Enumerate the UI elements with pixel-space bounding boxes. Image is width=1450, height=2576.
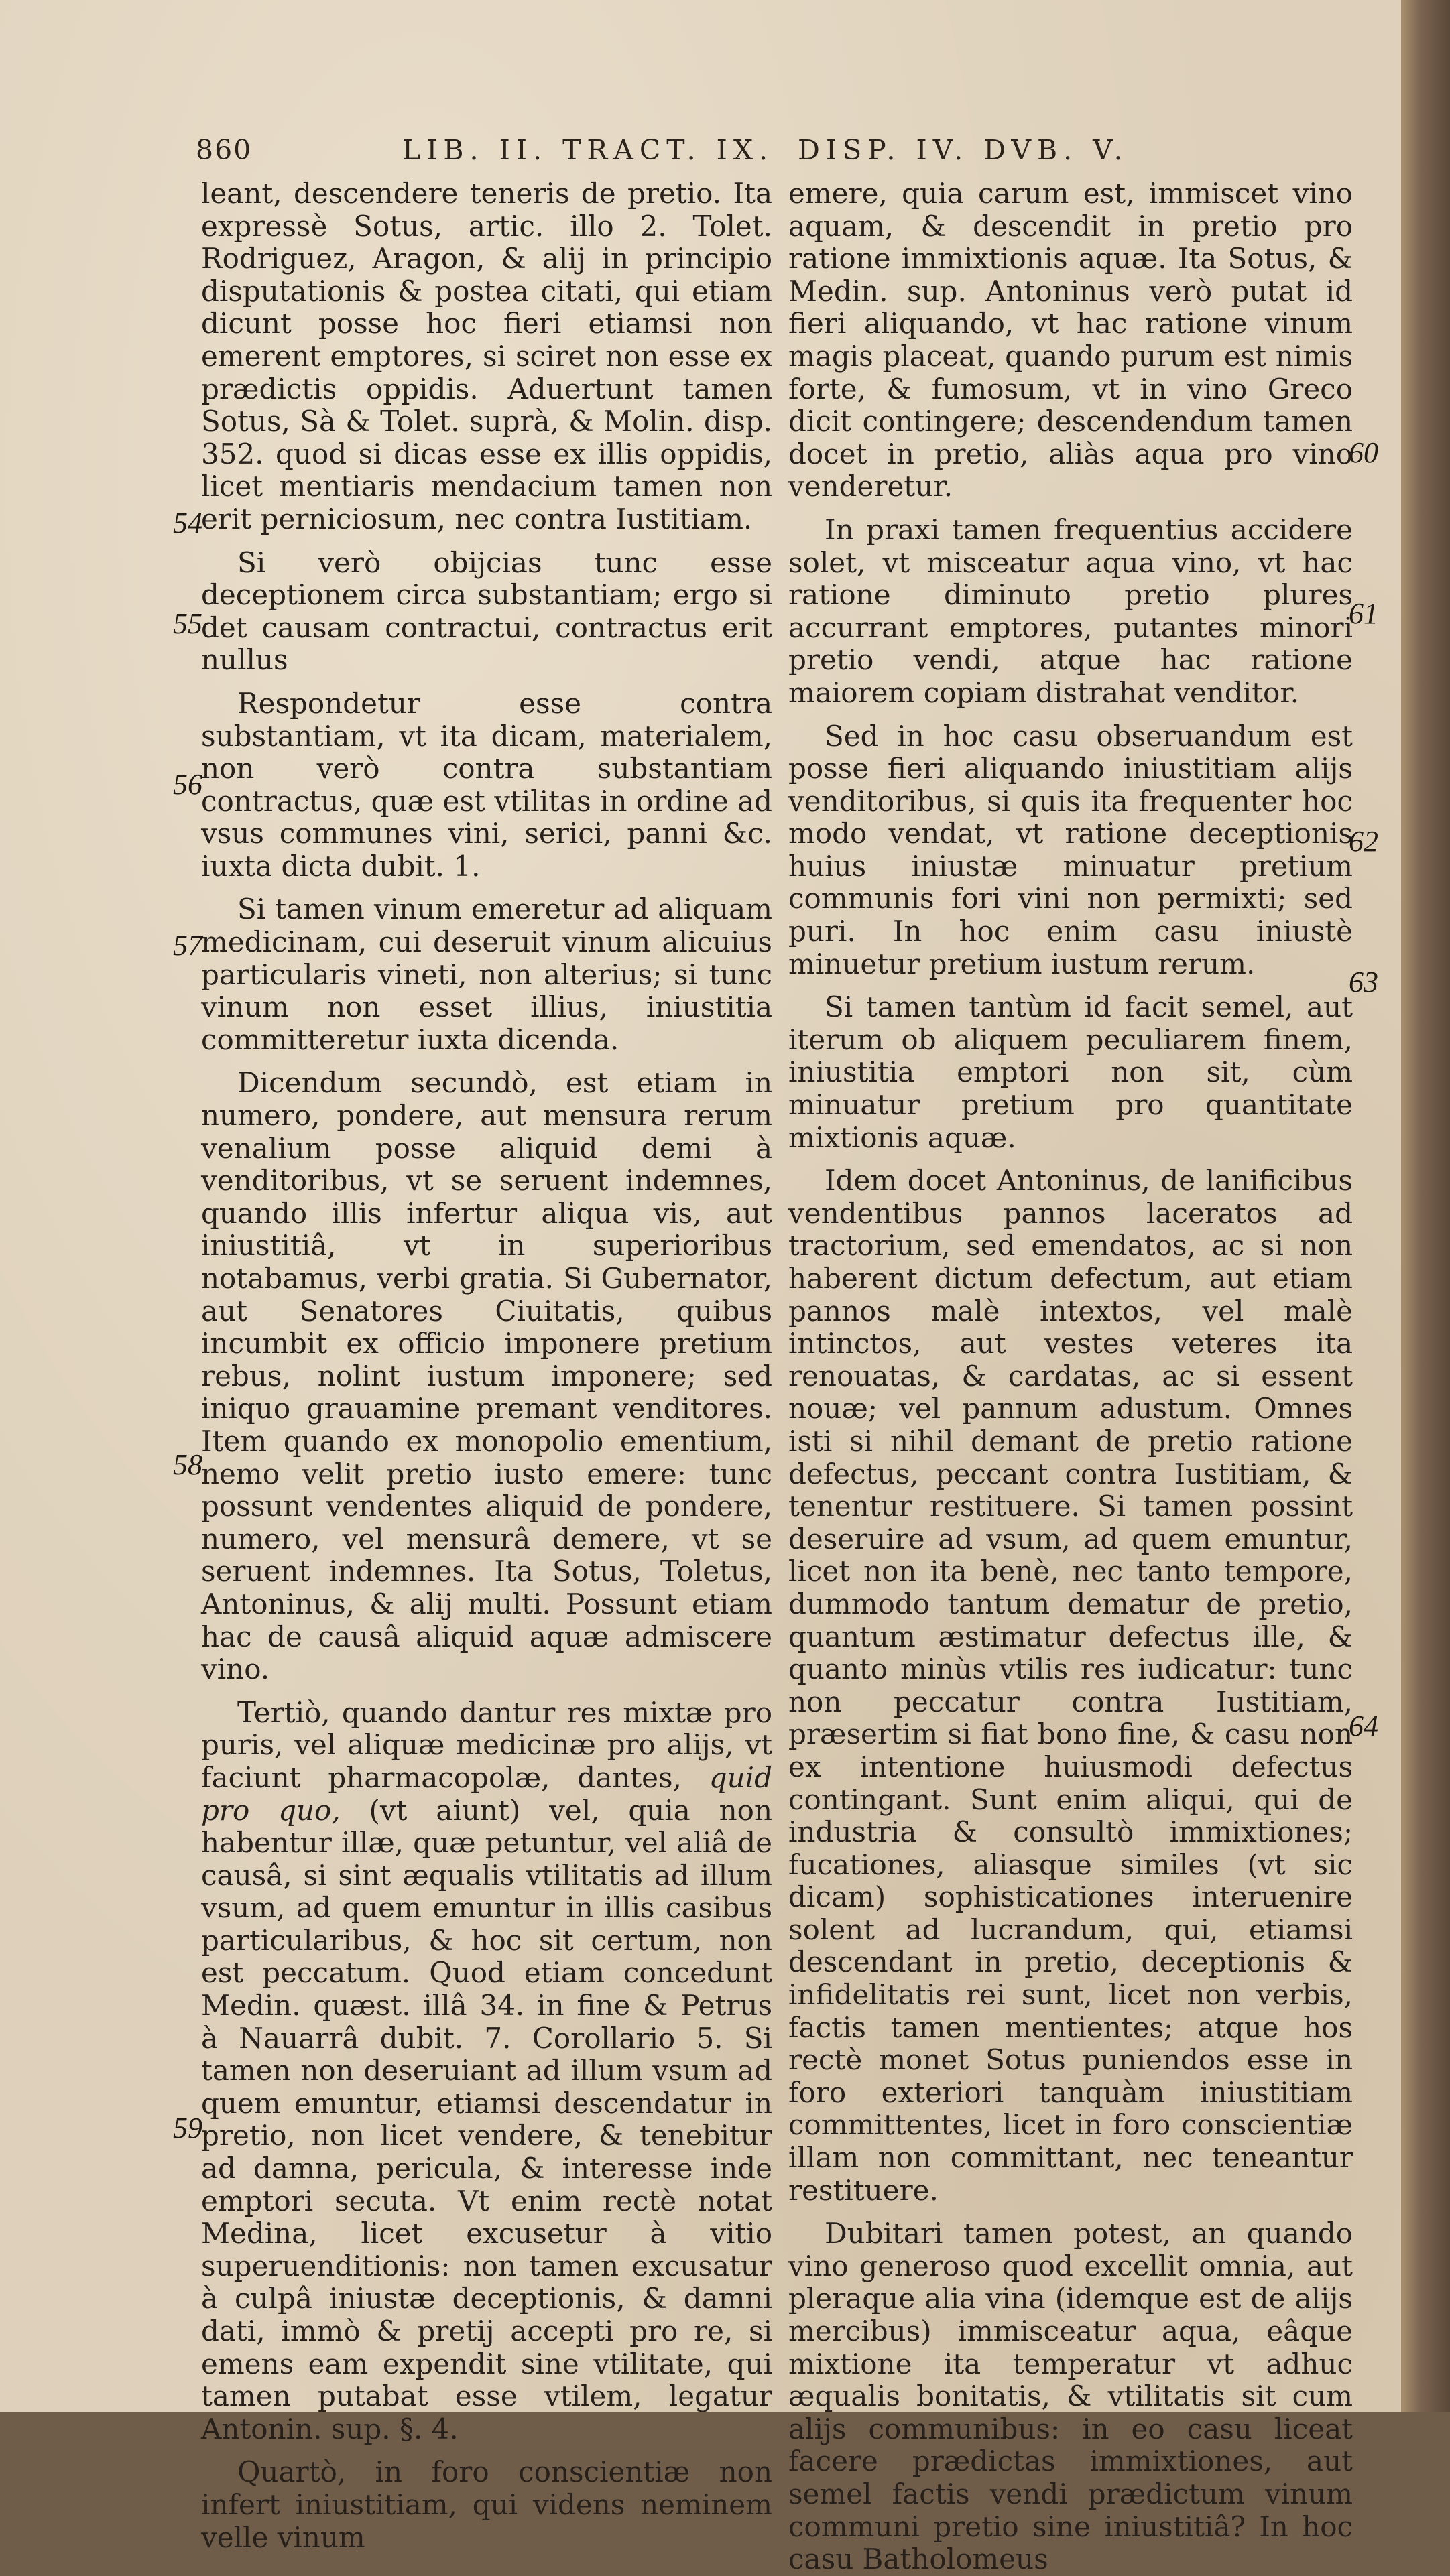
margin-number-63: 63 — [1349, 966, 1378, 999]
left-column — [201, 178, 772, 2554]
margin-number-58: 58 — [173, 1448, 202, 1481]
adjacent-page-edge — [1401, 0, 1450, 2412]
paragraph-continuation-right: emere, quia carum est, immiscet vino aquam, & descendit in pretio pro ratione immixtionis aquæ. Ita Sotus, & Medin. sup. Antoninus verò putat id fieri aliquando, vt hac ratione vinum magis placeat, quando purum est nimis forte, & fumosum, vt in vino Greco dicit contingere; descendendum tamen docet in pretio, aliàs aqua pro vino venderetur. — [788, 177, 1353, 503]
paragraph-57: Dicendum secundò, est etiam in numero, pondere, aut mensura rerum venalium posse aliquid demi à venditoribus, vt se seruent indemnes, quando illis infertur aliqua vis, aut iniustitiâ, vt in superioribus notabamus, verbi gratia. Si Gubernator, aut Senatores Ciuitatis, quibus incumbit ex officio imponere pretium rebus, nolint iustum imponere; sed iniquo grauamine premant venditores. Item quando ex monopolio ementium, nemo velit pretio iusto emere: tunc possunt vendentes aliquid de pondere, numero, vel mensurâ demere, vt se seruent indemnes. Ita Sotus, Toletus, Antoninus, & alij multi. Possunt etiam hac de causâ aliquid aquæ admiscere vino. — [201, 1066, 772, 1686]
paragraph-58-rest: (vt aiunt) vel, quia non habentur illæ, quæ petuntur, vel aliâ de causâ, si sint æqualis vtilitatis ad illum vsum, ad quem emuntur in illis casibus particularibus, & hoc sit certum, non est peccatum. Quod etiam concedunt Medin. quæst. illâ 34. in fine & Petrus à Nauarrâ dubit. 7. Corollario 5. Si tamen non deseruiant ad illum vsum ad quem emuntur, etiamsi descendatur in pretio, non licet vendere, & tenebitur ad damna, pericula, & interesse inde emptori secuta. Vt enim rectè notat Medina, licet excusetur à vitio superuenditionis: non tamen excusatur à culpâ iniustæ deceptionis, & damni dati, immò & pretij accepti pro re, si emens eam expendit sine vtilitate, qui tamen putabat esse vtilem, legatur Antonin. sup. §. 4. — [201, 1793, 772, 2445]
margin-number-64: 64 — [1349, 1710, 1378, 1742]
paragraph-58-italic-phrase: quid pro quo, — [201, 1760, 772, 1827]
margin-number-61: 61 — [1349, 597, 1378, 630]
paragraph-59: Quartò, in foro conscientiæ non infert iniustitiam, qui videns neminem velle vinum — [201, 2455, 772, 2554]
paragraph-62: Si tamen tantùm id facit semel, aut iterum ob aliquem peculiarem finem, iniustitia emptori non sit, cùm minuatur pretium pro quantitate mixtionis aquæ. — [788, 990, 1353, 1154]
paragraph-64: Dubitari tamen potest, an quando vino generoso quod excellit omnia, aut pleraque alia vina (idemque est de alijs mercibus) immisceatur aqua, eâque mixtione ita temperatur vt adhuc æqualis bonitatis, & vtilitatis sit cum alijs communibus: in eo casu liceat facere prædictas immixtiones, aut semel factis vendi prædictum vinum communi pretio sine iniustitiâ? In hoc casu Batholomeus — [788, 2217, 1353, 2576]
paragraph-continuation: leant, descendere teneris de pretio. Ita expressè Sotus, artic. illo 2. Tolet. Rodriguez, Aragon, & alij in principio disputationis & postea citati, qui etiam dicunt posse hoc fieri etiamsi non emerent emptores, si sciret non esse ex prædictis oppidis. Aduertunt tamen Sotus, Sà & Tolet. suprà, & Molin. disp. 352. quod si dicas esse ex illis oppidis, licet mentiaris mendacium tamen non erit perniciosum, nec contra Iustitiam. — [201, 177, 772, 535]
paragraph-55: Respondetur esse contra substantiam, vt ita dicam, materialem, non verò contra substantiam contractus, quæ est vtilitas in ordine ad vsus communes vini, serici, panni &c. iuxta dicta dubit. 1. — [201, 686, 772, 883]
margin-number-56: 56 — [173, 768, 202, 801]
margin-number-54: 54 — [173, 507, 202, 539]
page-number: 860 — [196, 134, 253, 166]
margin-number-55: 55 — [173, 607, 202, 640]
margin-number-60: 60 — [1349, 436, 1378, 469]
paragraph-56: Si tamen vinum emeretur ad aliquam medicinam, cui deseruit vinum alicuius particularis vineti, non alterius; si tunc vinum non esset illius, iniustitia committeretur iuxta dicenda. — [201, 893, 772, 1056]
running-head-right: DISP. IV. DVB. V. — [798, 134, 1129, 166]
paragraph-58-start: Tertiò, quando dantur res mixtæ pro puris, vel aliquæ medicinæ pro alijs, vt faciunt pharmacopolæ, dantes, — [201, 1695, 772, 1794]
paragraph-63: Idem docet Antoninus, de lanificibus vendentibus pannos laceratos ad tractorium, sed emendatos, ac si non haberent dictum defectum, aut etiam pannos malè intextos, vel malè intinctos, aut vestes veteres ita renouatas, & cardatas, ac si essent nouæ; vel pannum adustum. Omnes isti si nihil demant de pretio ratione defectus, peccant contra Iustitiam, & tenentur restituere. Si tamen possint deseruire ad vsum, ad quem emuntur, licet non ita benè, nec tanto tempore, dummodo tantum dematur de pretio, quantum æstimatur defectus ille, & quanto minùs vtilis res iudicatur: tunc non peccatur contra Iustitiam, præsertim si fiat bono fine, & casu non ex intentione huiusmodi defectus contingant. Sunt enim aliqui, qui de industria & consultò immixtiones; fucationes, aliasque similes (vt sic dicam) sophisticationes interuenire solent ad lucrandum, qui, etiamsi descendant in pretio, deceptionis & infidelitatis rei sunt, licet non verbis, factis tamen mentientes; atque hos rectè monet Sotus puniendos esse in foro exteriori tanquàm iniustitiam committentes, licet in foro conscientiæ illam non committant, nec teneantur restituere. — [788, 1164, 1353, 2207]
running-head-left: LIB. II. TRACT. IX. — [402, 134, 774, 166]
paragraph-54: Si verò obijcias tunc esse deceptionem circa substantiam; ergo si det causam contractui, contractus erit nullus — [201, 545, 772, 677]
paragraph-61: Sed in hoc casu obseruandum est posse fieri aliquando iniustitiam alijs venditoribus, si quis ita frequenter hoc modo vendat, vt ratione deceptionis huius iniustæ minuatur pretium communis fori vini non permixti; sed puri. In hoc enim casu iniustè minuetur pretium iustum rerum. — [788, 719, 1353, 980]
paragraph-58 — [201, 1697, 772, 2446]
margin-number-57: 57 — [173, 929, 202, 962]
margin-number-59: 59 — [173, 2112, 202, 2144]
margin-number-62: 62 — [1349, 825, 1378, 858]
right-column — [788, 178, 1353, 2576]
paragraph-60: In praxi tamen frequentius accidere solet, vt misceatur aqua vino, vt hac ratione diminuto pretio plures accurrant emptores, putantes minori pretio vendi, atque hac ratione maiorem copiam distrahat venditor. — [788, 513, 1353, 709]
